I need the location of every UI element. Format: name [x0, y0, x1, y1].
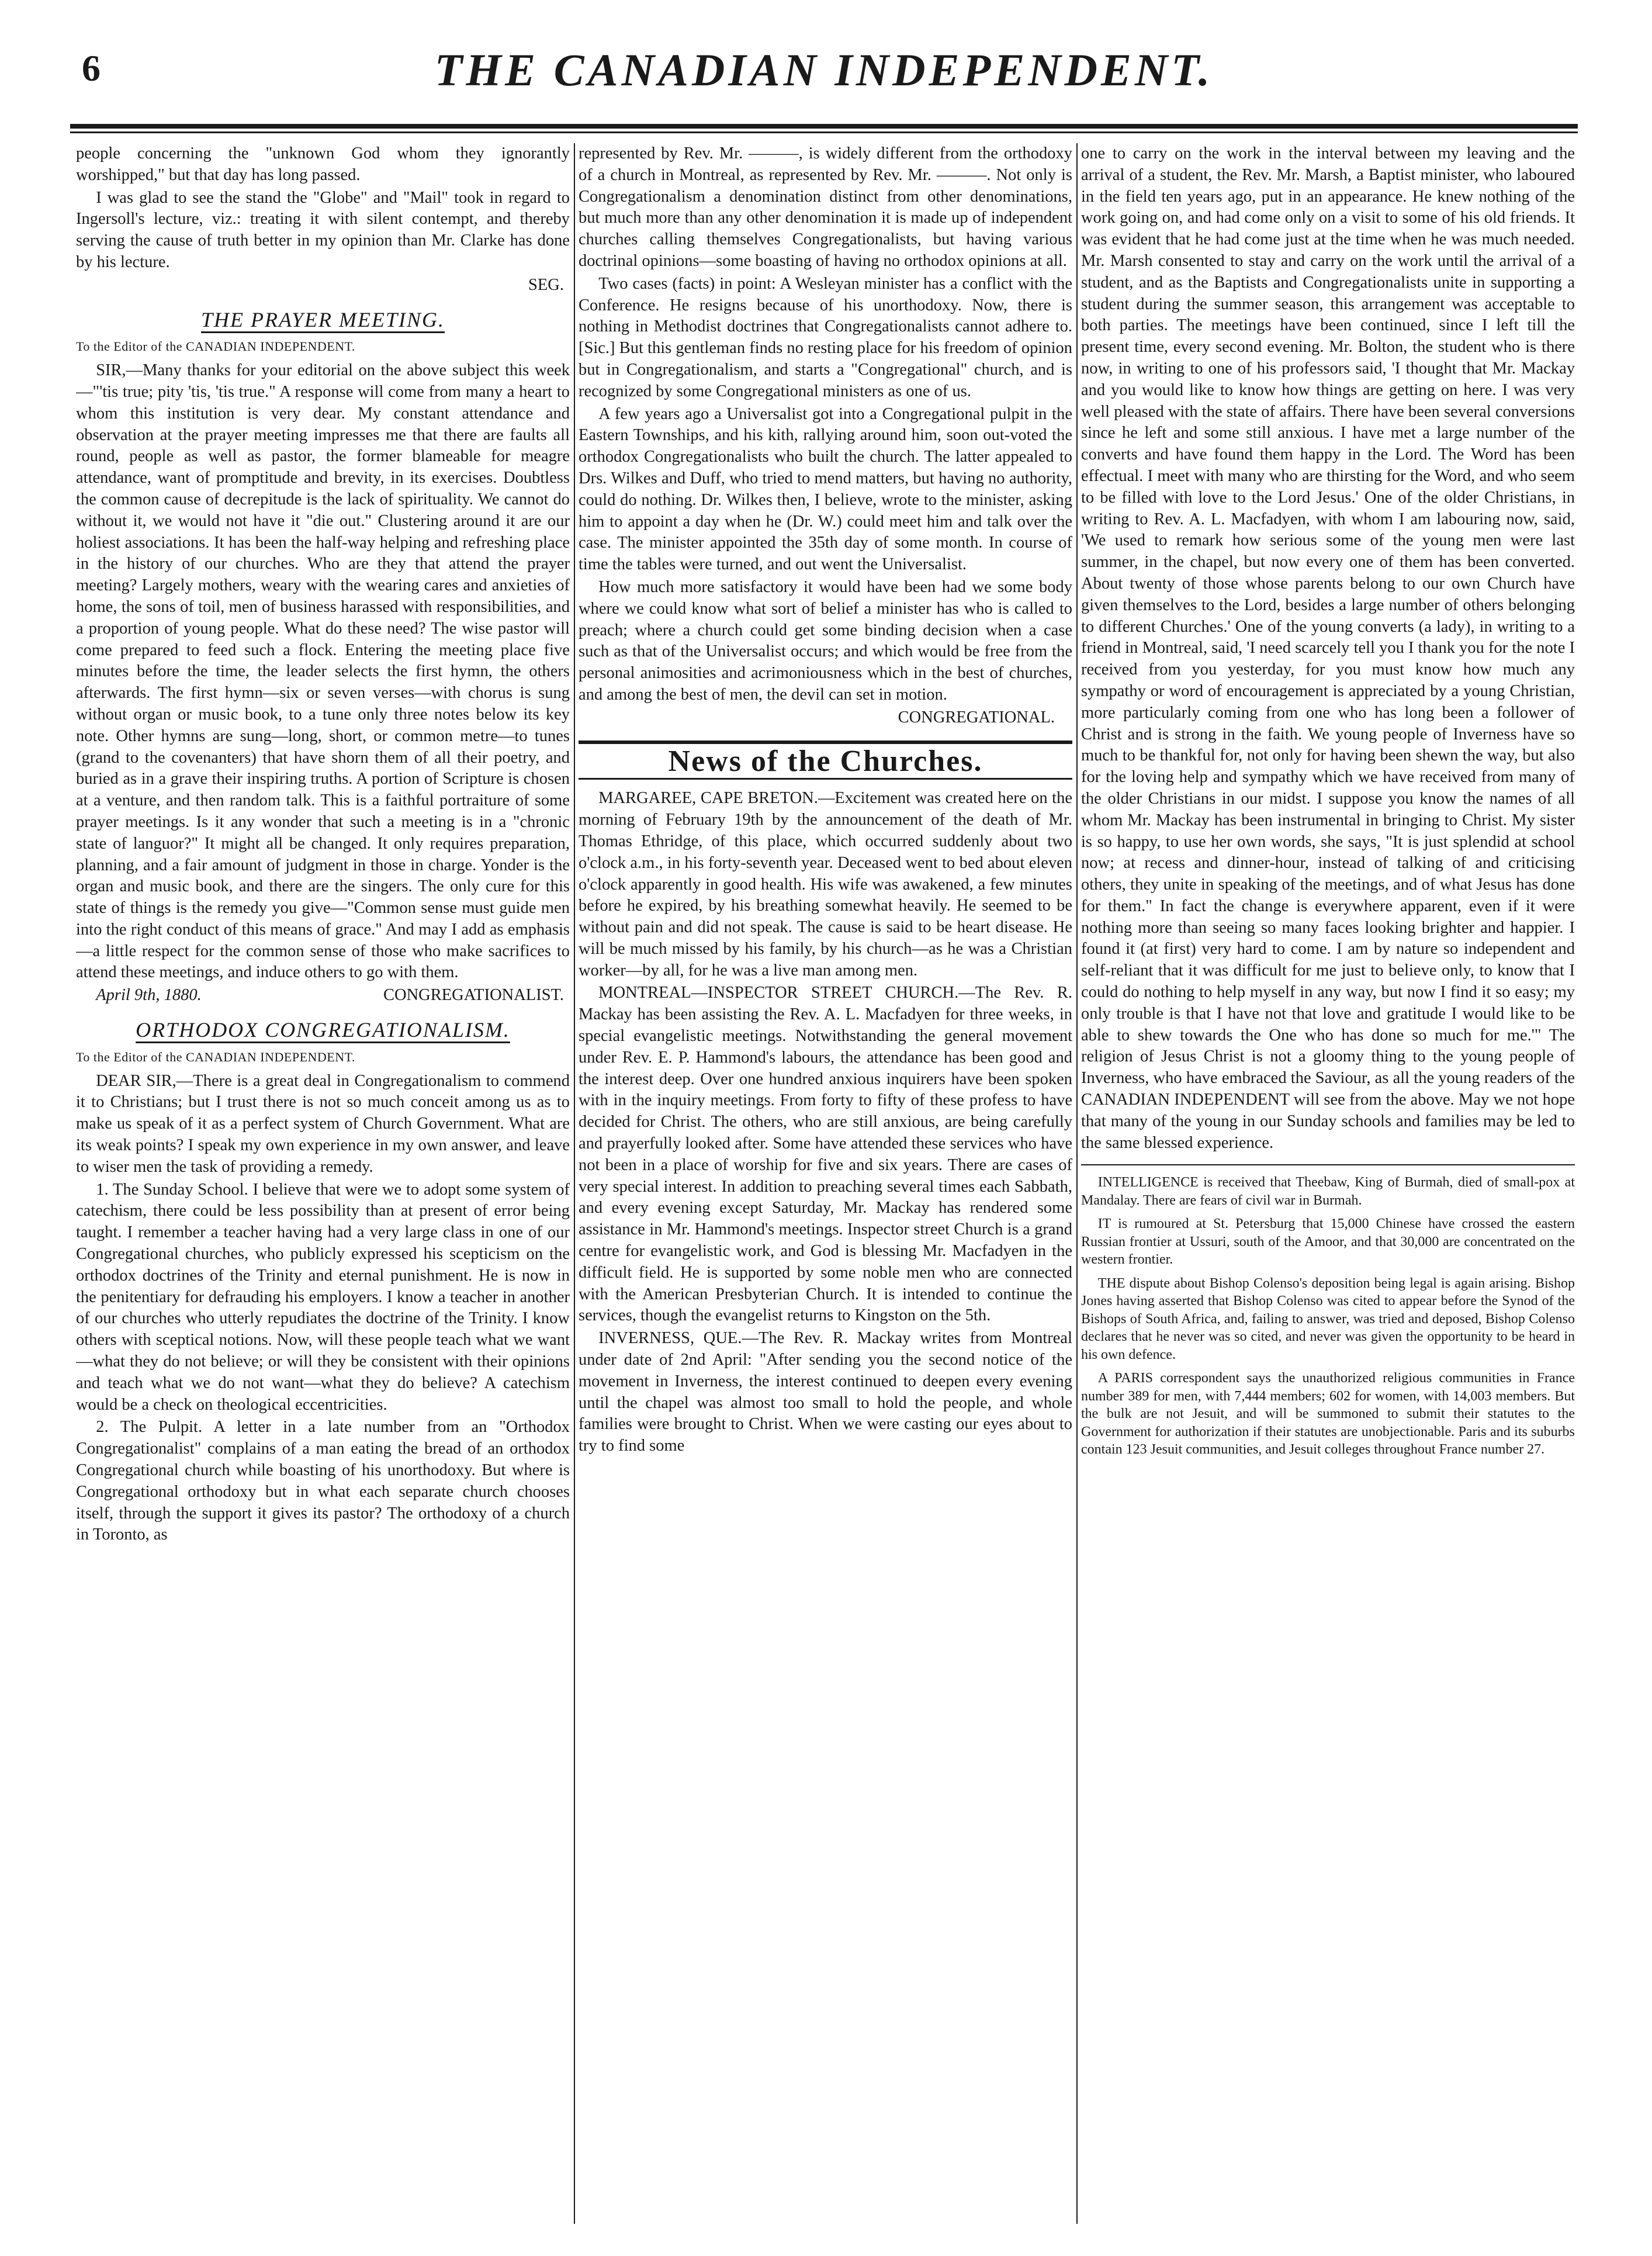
- prayer-meeting-signature: CONGREGATIONALIST.: [383, 986, 564, 1005]
- orthodox-signature: CONGREGATIONAL.: [898, 708, 1055, 726]
- prayer-meeting-date: April 9th, 1880.: [96, 986, 202, 1005]
- header-rule-thin: [70, 132, 1578, 133]
- column-2: [579, 143, 1072, 2224]
- orthodox-continued: How much more satisfactory it would have been had we some body where we could know what sort of belief a minister has who is called to preach; where a church could get some binding decision when a case such as that of the Universalist occurs; and which would be free from the personal animosities and acrimoniousness which in the best of churches, and among the best of men, the devil can set in motion.: [579, 577, 1072, 704]
- section-divider: [1081, 1164, 1575, 1165]
- masthead-title: THE CANADIAN INDEPENDENT.: [434, 44, 1214, 95]
- intro-paragraph: people concerning the "unknown God whom they ignorantly worshipped," but that day has long passed.: [76, 144, 570, 184]
- news-of-churches-heading: [579, 741, 1072, 780]
- column-divider-1: [574, 143, 575, 2224]
- prayer-meeting-body: SIR,—Many thanks for your editorial on the above subject this week—"'tis true; pity 'tis, 'tis true." A response will come from many a heart to whom this institution is very dear. My constant attendance and observation at the prayer meeting impresses me that there are faults all round, people as well as pastor, the former blameable for meagre attendance, want of promptitude and brevity, in its exercises. Doubtless the common cause of decrepitude is the lack of spirituality. We cannot do without it, we would not have it "die out." Clustering around it are our holiest associations. It has been the half-way helping and refreshing place in the history of our churches. Who are they that attend the prayer meeting? Largely mothers, weary with the wearing cares and anxieties of home, the sons of toil, men of business harassed with responsibilities, and a proportion of young people. What do these need? The wise pastor will come prepared to feed such a flock. Entering the meeting place five minutes before the time, the leader selects the first hymn, the others afterwards. The first hymn—six or seven verses—with chorus is sung without organ or music book, to a tune only three notes below its key note. Other hymns are sung—long, short, or common metre—to tunes (grand to the covenanters) that have shorn them of all their poetry, and buried as in a grave their inspiring truths. A portion of Scripture is chosen at a venture, and then random talk. This is a faithful portraiture of some prayer meetings. Is it any wonder that such a meeting is in a "chronic state of languor?" It might all be changed. It only requires preparation, planning, and a fair amount of judgment in those in charge. Yonder is the organ and music book, and there are the singers. The only cure for this state of things is the remedy you give—"Common sense must guide men into the right conduct of this means of grace." And may I add as emphasis—a little respect for the common sense of those who make sacrifices to attend these meetings, and induce others to go with them.: [76, 361, 570, 982]
- prayer-meeting-title: THE PRAYER MEETING.: [201, 307, 445, 331]
- brief-item: IT is rumoured at St. Petersburg that 15,000 Chinese have crossed the eastern Russian frontier at Ussuri, south of the Amoor, and that 30,000 are concentrated on the western frontier.: [1081, 1216, 1575, 1268]
- orthodox-continued: Two cases (facts) in point: A Wesleyan minister has a conflict with the Conference. He resigns because of his unorthodoxy. Now, there is nothing in Methodist doctrines that Congregationalists cannot adhere to. [Sic.] But this gentleman finds no resting place for his freedom of opinion but in Congregationalism, and starts a "Congregational" church, and is recognized by some Congregational ministers as one of us.: [579, 274, 1072, 400]
- brief-item: INTELLIGENCE is received that Theebaw, King of Burmah, died of small-pox at Mandalay. There are fears of civil war in Burmah.: [1081, 1175, 1575, 1208]
- inverness-continued: one to carry on the work in the interval between my leaving and the arrival of a student, the Rev. Mr. Marsh, a Baptist minister, who laboured in the field ten years ago, put in an appearance. He knew nothing of the work going on, and had come only on a visit to some of his old friends. It was evident that he had come just at the time when he was much needed. Mr. Marsh consented to stay and carry on the work until the arrival of a student, and as the Baptists and Congregationalists unite in supporting a student during the summer season, this arrangement was acceptable to both parties. The meetings have been continued, since I left till the present time, every second evening. Mr. Bolton, the student who is there now, in writing to one of his professors said, 'I thought that Mr. Mackay and you would like to know how things are getting on here. I was very well pleased with the state of affairs. There have been several conversions since he left and some still anxious. I have met a large number of the converts and have found them happy in the Lord. The Word has been effectual. I meet with many who are thirsting for the Word, and who seem to be filled with love to the Lord Jesus.' One of the older Christians, in writing to Rev. A. L. Macfadyen, with whom I am labouring now, said, 'We used to remark how serious some of the young men were last summer, in the chapel, but now every one of them has been converted. About twenty of those whose parents belong to our own Church have given themselves to the Lord, besides a large number of others belonging to different Churches.' One of the young converts (a lady), in writing to a friend in Montreal, said, 'I need scarcely tell you I thank you for the note I received from you yesterday, for you must know how much any sympathy or word of encouragement is appreciated by a young Christian, more particularly coming from one who has long been a follower of Christ and is strong in the faith. We young people of Inverness have so much to be thankful for, not only for having been shewn the way, but also for the loving help and sympathy which we have received from many of the older Christians in our midst. I suppose you know the names of all whom Mr. Mackay has been instrumental in bringing to Christ. My sister is so happy, to use her own words, she says, "It is just splendid at school now; at recess and dinner-hour, instead of talking of and criticising others, they unite in speaking of the meetings, and of what Jesus has done for them." In fact the change is everywhere apparent, even if it were nothing more than seeing so many faces looking brighter and happier. I found it (at first) very hard to come. I am by nature so independent and self-reliant that it was difficult for me just to believe only, to know that I could do nothing to help myself in any way, but now I find it so easy; my only trouble is that I have not that love and gratitude I would like to be able to shew towards the One who has done so much for me.'" The religion of Jesus Christ is not a gloomy thing to the young people of Inverness, who have embraced the Saviour, as all the young readers of the CANADIAN INDEPENDENT will see from the above. May we not hope that many of the young in our Sunday schools and families may be led to the same blessed experience.: [1081, 144, 1575, 1152]
- orthodox-to-editor: To the Editor of the CANADIAN INDEPENDENT.: [76, 1049, 355, 1064]
- orthodox-paragraph: 2. The Pulpit. A letter in a late number from an "Orthodox Congregationalist" complains of a man eating the bread of an orthodox Congregational church while boasting of his unorthodoxy. But where is Congregational orthodoxy but in what each separate church chooses itself, through the support it gives its pastor? The orthodoxy of a church in Toronto, as: [76, 1418, 570, 1544]
- news-heading-text: News of the Churches.: [668, 744, 983, 778]
- column-1: [76, 143, 570, 2224]
- news-item-inverness: INVERNESS, QUE.—The Rev. R. Mackay writes from Montreal under date of 2nd April: "After sending you the second notice of the movement in Inverness, the interest continued to deepen every evening until the chapel was almost too small to hold the people, and whole families were brought to Christ. When we were casting our eyes about to try to find some: [579, 1329, 1072, 1455]
- orthodox-title: ORTHODOX CONGREGATIONALISM.: [136, 1018, 510, 1042]
- news-item-montreal: MONTREAL—INSPECTOR STREET CHURCH.—The Rev. R. Mackay has been assisting the Rev. A. L. Macfadyen for three weeks, in special evangelistic meetings. Notwithstanding the general movement under Rev. E. P. Hammond's labours, the attendance has been good and the interest deep. Over one hundred anxious inquirers have been spoken with in the inquiry meetings. From forty to fifty of these profess to have decided for Christ. The others, who are still anxious, are being carefully and prayerfully looked after. Some have attended these services who have not been in a place of worship for five and six years. There are cases of very special interest. In addition to preaching several times each Sabbath, and every evening except Saturday, Mr. Mackay has rendered some assistance in Mr. Hammond's meetings. Inspector street Church is a grand centre for evangelistic work, and God is blessing Mr. Macfadyen in the difficult field. He is supported by some noble men who are connected with the American Presbyterian Church. It is intended to continue the services, though the evangelist returns to Kingston on the 5th.: [579, 984, 1072, 1325]
- orthodox-continued: represented by Rev. Mr. ———, is widely different from the orthodoxy of a church in Montreal, as represented by Rev. Mr. ———. Not only is Congregationalism a denomination distinct from other denominations, but much more than any other denomination it is made up of independent churches calling themselves Congregationalists, but having various doctrinal opinions—some boasting of having no orthodox opinions at all.: [579, 144, 1072, 270]
- page-header: [70, 41, 1578, 123]
- column-divider-2: [1076, 143, 1078, 2224]
- news-item-margaree: MARGAREE, CAPE BRETON.—Excitement was created here on the morning of February 19th by the announcement of the death of Mr. Thomas Ethridge, of this place, which occurred suddenly about two o'clock a.m., in his forty-seventh year. Deceased went to bed about eleven o'clock apparently in good health. His wife was awakened, a few minutes before he expired, by his breathing somewhat heavily. He seemed to be without pain and did not speak. The cause is said to be heart disease. He will be much missed by his family, by his church—as he was a Christian worker—by all, for he was a live man among men.: [579, 789, 1072, 980]
- orthodox-paragraph: DEAR SIR,—There is a great deal in Congregationalism to commend it to Christians; but I trust there is not so much conceit among us as to make us speak of it as a perfect system of Church Government. What are its weak points? I speak my own experience in my own answer, and leave to wiser men the task of providing a remedy.: [76, 1071, 570, 1176]
- column-3: [1081, 143, 1575, 2224]
- orthodox-paragraph: 1. The Sunday School. I believe that were we to adopt some system of catechism, there could be less possibility than at present of error being taught. I remember a teacher having had a very large class in one of our Congregational churches, who publicly expressed his scepticism on the orthodox doctrines of the Trinity and eternal punishment. He is now in the penitentiary for defrauding his employers. I know a teacher in another of our churches who utterly repudiates the doctrine of the Trinity. I know others with sceptical notions. Now, will these people teach what we want—what they do not believe; or will they be consistent with their opinions and teach what we do not want—what they do believe? A catechism would be a check on theological eccentricities.: [76, 1180, 570, 1414]
- news-briefs: [1081, 1174, 1575, 1459]
- orthodox-continued: A few years ago a Universalist got into a Congregational pulpit in the Eastern Townships, and his kith, rallying around him, soon out-voted the orthodox Congregationalists who built the church. The latter appealed to Drs. Wilkes and Duff, who tried to mend matters, but having no authority, could do nothing. Dr. Wilkes then, I believe, wrote to the minister, asking him to appoint a day when he (Dr. W.) could meet him and talk over the case. The minister appointed the 35th day of some month. In course of time the tables were turned, and out went the Universalist.: [579, 404, 1072, 574]
- brief-item: A PARIS correspondent says the unauthorized religious communities in France number 389 for men, with 7,444 members; 602 for women, with 14,003 members. But the bulk are not Jesuit, and will be summoned to submit their statutes to the Government for authorization if their statutes are unobjectionable. Paris and its suburbs contain 123 Jesuit communities, and Jesuit colleges throughout France number 27.: [1081, 1371, 1575, 1458]
- header-rule-thick: [70, 124, 1578, 129]
- brief-item: THE dispute about Bishop Colenso's deposition being legal is again arising. Bishop Jones having asserted that Bishop Colenso was cited to appear before the Synod of the Bishops of South Africa, and, failing to answer, was tried and deposed, Bishop Colenso declares that he never was so cited, and never was given the opportunity to be heard in his own defence.: [1081, 1275, 1575, 1362]
- prayer-meeting-signoff: [76, 985, 570, 1006]
- intro-signature: SEG.: [528, 275, 564, 294]
- page-number: 6: [82, 47, 101, 89]
- prayer-meeting-to-editor: To the Editor of the CANADIAN INDEPENDENT.: [76, 339, 355, 354]
- intro-paragraph: I was glad to see the stand the "Globe" and "Mail" took in regard to Ingersoll's lecture, viz.: treating it with silent contempt, and thereby serving the cause of truth better in my opinion than Mr. Clarke has done by his lecture.: [76, 188, 570, 271]
